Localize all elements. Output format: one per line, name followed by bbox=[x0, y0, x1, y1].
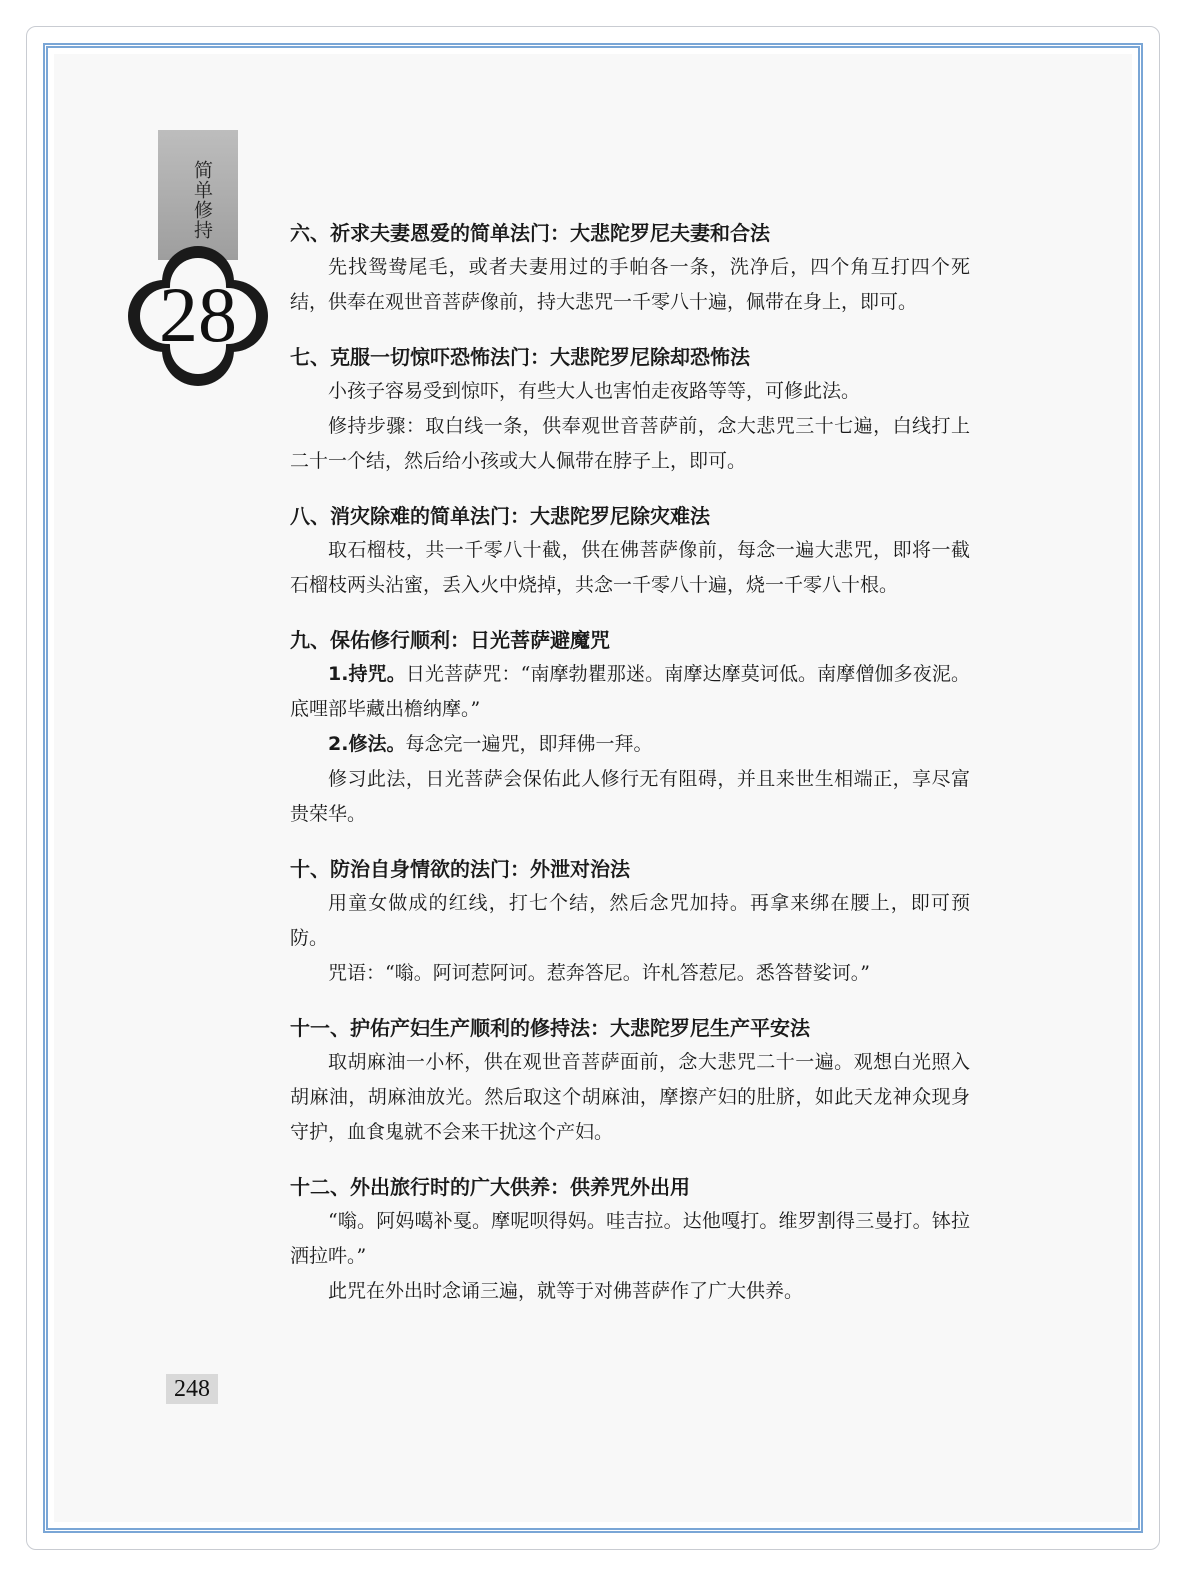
paragraph bbox=[290, 1204, 970, 1274]
paragraph-text: 修持步骤：取白线一条，供奉观世音菩萨前，念大悲咒三十七遍，白线打上二十一个结，然后给小孩或大人佩带在脖子上，即可。 bbox=[290, 415, 970, 472]
article-body bbox=[290, 216, 970, 1329]
paragraph bbox=[290, 956, 970, 991]
paragraph bbox=[290, 1045, 970, 1150]
chapter-number: 28 bbox=[159, 271, 237, 358]
paragraph bbox=[290, 657, 970, 727]
section bbox=[290, 499, 970, 603]
section-heading: 六、祈求夫妻恩爱的简单法门：大悲陀罗尼夫妻和合法 bbox=[290, 221, 770, 245]
paragraph bbox=[290, 250, 970, 320]
paragraph-text: 咒语：“嗡。阿诃惹阿诃。惹奔答尼。许札答惹尼。悉答替娑诃。” bbox=[328, 962, 870, 984]
section-heading: 八、消灾除难的简单法门：大悲陀罗尼除灾难法 bbox=[290, 504, 710, 528]
paragraph-text: 修习此法，日光菩萨会保佑此人修行无有阻碍，并且来世生相端正，享尽富贵荣华。 bbox=[290, 768, 970, 825]
paragraph-text: 取石榴枝，共一千零八十截，供在佛菩萨像前，每念一遍大悲咒，即将一截石榴枝两头沾蜜，丢入火中烧掉，共念一千零八十遍，烧一千零八十根。 bbox=[290, 539, 970, 596]
paragraph-text: 此咒在外出时念诵三遍，就等于对佛菩萨作了广大供养。 bbox=[328, 1280, 804, 1302]
paragraph bbox=[290, 886, 970, 956]
paragraph-text: “嗡。阿妈噶补戛。摩呢呗得妈。哇吉拉。达他嘎打。维罗割得三曼打。钵拉洒拉吽。” bbox=[290, 1210, 970, 1267]
paragraph-lead: 2.修法。 bbox=[328, 733, 406, 755]
paragraph bbox=[290, 727, 970, 762]
paragraph bbox=[290, 374, 970, 409]
section bbox=[290, 852, 970, 991]
paragraph bbox=[290, 762, 970, 832]
paragraph-text: 取胡麻油一小杯，供在观世音菩萨面前，念大悲咒二十一遍。观想白光照入胡麻油，胡麻油放光。然后取这个胡麻油，摩擦产妇的肚脐，如此天龙神众现身守护，血食鬼就不会来干扰这个产妇。 bbox=[290, 1051, 970, 1143]
section bbox=[290, 1170, 970, 1309]
paragraph-text: 日光菩萨咒：“南摩勃瞿那迷。南摩达摩莫诃低。南摩僧伽多夜泥。底哩部毕藏出檐纳摩。” bbox=[290, 663, 970, 720]
section-heading: 九、保佑修行顺利：日光菩萨避魔咒 bbox=[290, 628, 610, 652]
paragraph bbox=[290, 1274, 970, 1309]
paragraph-lead: 1.持咒。 bbox=[328, 663, 406, 685]
page-number: 248 bbox=[166, 1374, 218, 1404]
section-heading: 十、防治自身情欲的法门：外泄对治法 bbox=[290, 857, 630, 881]
paragraph bbox=[290, 409, 970, 479]
chapter-tab-label: 简单修持 bbox=[191, 160, 213, 240]
section-heading: 十一、护佑产妇生产顺利的修持法：大悲陀罗尼生产平安法 bbox=[290, 1016, 810, 1040]
section-heading: 七、克服一切惊吓恐怖法门：大悲陀罗尼除却恐怖法 bbox=[290, 345, 750, 369]
paragraph-text: 每念完一遍咒，即拜佛一拜。 bbox=[405, 733, 653, 755]
section bbox=[290, 216, 970, 320]
paragraph-text: 用童女做成的红线，打七个结，然后念咒加持。再拿来绑在腰上，即可预防。 bbox=[290, 892, 970, 949]
section bbox=[290, 1011, 970, 1150]
section bbox=[290, 340, 970, 479]
paragraph-text: 先找鸳鸯尾毛，或者夫妻用过的手帕各一条，洗净后，四个角互打四个死结，供奉在观世音菩萨像前，持大悲咒一千零八十遍，佩带在身上，即可。 bbox=[290, 256, 970, 313]
paragraph-text: 小孩子容易受到惊吓，有些大人也害怕走夜路等等，可修此法。 bbox=[328, 380, 861, 402]
section-heading: 十二、外出旅行时的广大供养：供养咒外出用 bbox=[290, 1175, 690, 1199]
paragraph bbox=[290, 533, 970, 603]
section bbox=[290, 623, 970, 832]
